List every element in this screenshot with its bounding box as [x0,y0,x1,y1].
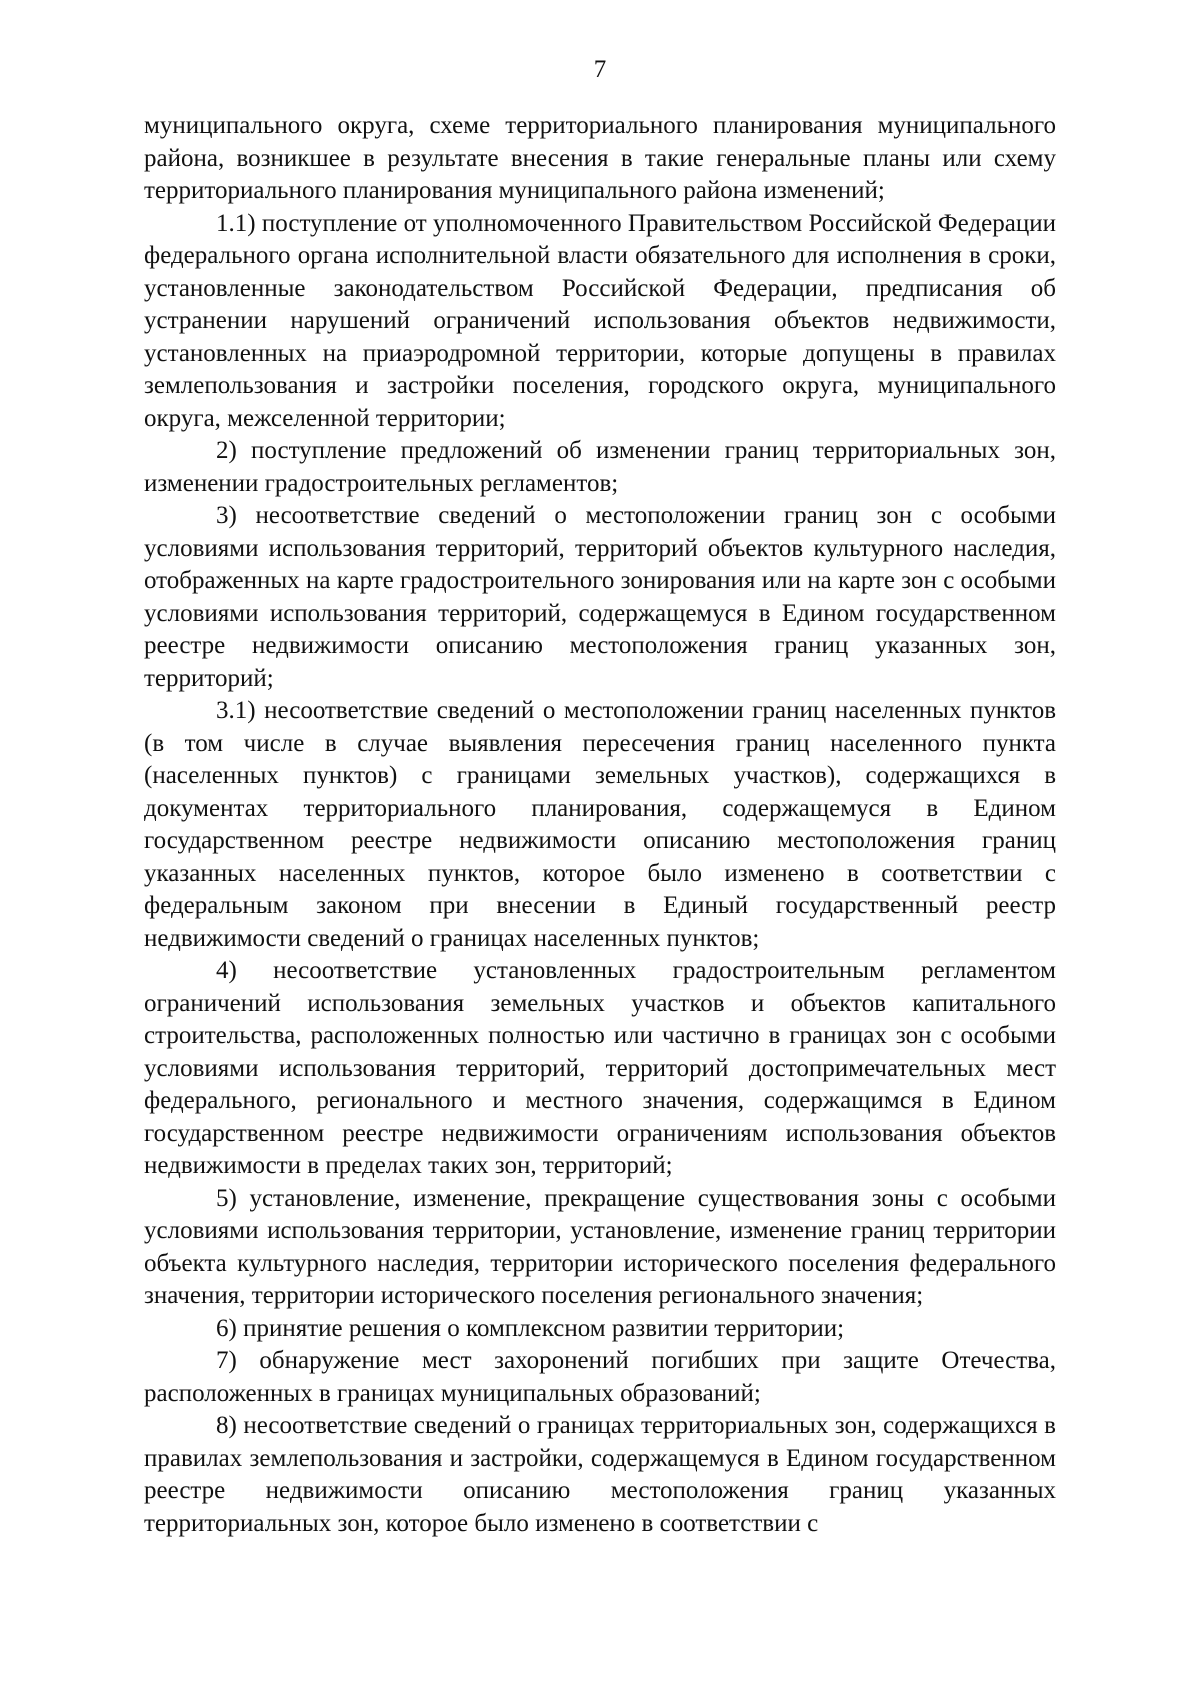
page-number: 7 [593,56,607,83]
paragraph-item-8: 8) несоответствие сведений о границах территориальных зон, содержащихся в правилах землепользования и застройки, содержащемуся в Едином государственном реестре недвижимости описанию местоположения границ указанных территориальных зон, которое было изменено в соответствии с [144,1412,1056,1537]
document-body [144,110,1056,1540]
paragraph-item-1-1: 1.1) поступление от уполномоченного Правительством Российской Федерации федерального органа исполнительной власти обязательного для исполнения в сроки, установленные законодательством Российской Федерации, предписания об устранении нарушений ограничений использования объектов недвижимости, установленных на приаэродромной территории, которые допущены в правилах землепользования и застройки поселения, городского округа, муниципального округа, межселенной территории; [144,209,1056,432]
paragraph-item-4: 4) несоответствие установленных градостроительным регламентом ограничений использования земельных участков и объектов капитального строительства, расположенных полностью или частично в границах зон с особыми условиями использования территорий, территорий достопримечательных мест федерального, регионального и местного значения, содержащимся в Едином государственном реестре недвижимости ограничениям использования объектов недвижимости в пределах таких зон, территорий; [144,957,1056,1179]
paragraph-item-6: 6) принятие решения о комплексном развитии территории; [216,1314,845,1342]
paragraph-continuation: муниципального округа, схеме территориального планирования муниципального района, возникшее в результате внесения в такие генеральные планы или схему территориального планирования муниципального района изменений; [144,112,1056,204]
paragraph-item-7: 7) обнаружение мест захоронений погибших при защите Отечества, расположенных в границах муниципальных образований; [144,1347,1056,1407]
paragraph-item-2: 2) поступление предложений об изменении границ территориальных зон, изменении градостроительных регламентов; [144,437,1056,497]
paragraph-item-5: 5) установление, изменение, прекращение существования зоны с особыми условиями использования территории, установление, изменение границ территории объекта культурного наследия, территории исторического поселения федерального значения, территории исторического поселения регионального значения; [144,1184,1056,1309]
paragraph-item-3: 3) несоответствие сведений о местоположении границ зон с особыми условиями использования территорий, территорий объектов культурного наследия, отображенных на карте градостроительного зонирования или на карте зон с особыми условиями использования территорий, содержащемуся в Едином государственном реестре недвижимости описанию местоположения границ указанных зон, территорий; [144,502,1056,692]
paragraph-item-3-1: 3.1) несоответствие сведений о местоположении границ населенных пунктов (в том числе в случае выявления пересечения границ населенного пункта (населенных пунктов) с границами земельных участков), содержащихся в документах территориального планирования, содержащемуся в Едином государственном реестре недвижимости описанию местоположения границ указанных населенных пунктов, которое было изменено в соответствии с федеральным законом при внесении в Единый государственный реестр недвижимости сведений о границах населенных пунктов; [144,697,1056,952]
